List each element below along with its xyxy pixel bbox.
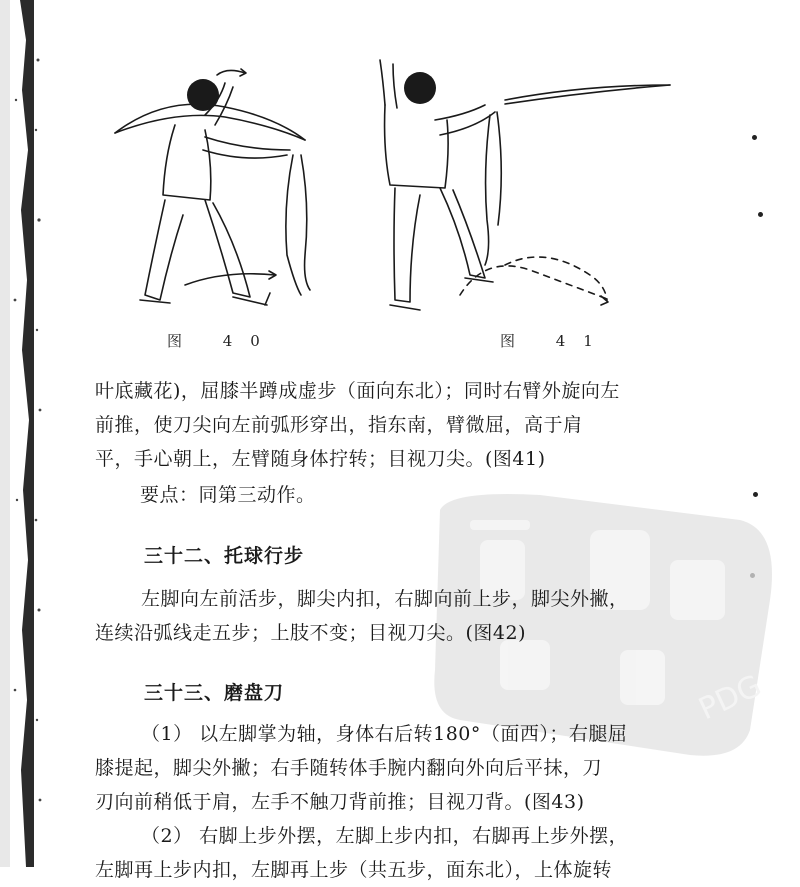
text-line: 连续沿弧线走五步；上肢不变；目视刀尖。(图42): [95, 622, 527, 644]
text-line: 刃向前稍低于肩，左手不触刀背前推；目视刀背。(图43): [95, 791, 585, 813]
figure-41-caption: 图 41: [500, 332, 611, 350]
figure-40-illustration: [105, 55, 335, 320]
paragraph-33-step-1: [95, 717, 695, 819]
scan-speck: [758, 212, 763, 217]
text-line: 平，手心朝上，左臂随身体拧转；目视刀尖。(图41): [95, 448, 546, 470]
text-line: （2） 右脚上步外摆，左脚上步内扣，右脚再上步外摆，: [141, 825, 629, 847]
paragraph-32: [95, 582, 695, 650]
section-heading-32: 三十二、托球行步: [144, 545, 305, 567]
paragraph-33-step-2: [95, 819, 695, 887]
text-line: 叶底藏花)，屈膝半蹲成虚步（面向东北）；同时右臂外旋向左: [95, 380, 620, 402]
figure-41-illustration: [365, 50, 675, 320]
key-points-paragraph: [140, 478, 740, 512]
section-heading-33: 三十三、磨盘刀: [144, 682, 285, 704]
text-line: 要点：同第三动作。: [140, 484, 316, 506]
text-line: （1） 以左脚掌为轴，身体右后转180°（面西）；右腿屈: [141, 723, 628, 745]
figure-40-caption: 图 40: [167, 332, 278, 350]
text-line: 左脚向左前活步，脚尖内扣，右脚向前上步，脚尖外撇，: [141, 588, 629, 610]
scan-speck: [752, 135, 757, 140]
paragraph-continuation: [95, 374, 695, 476]
text-line: 膝提起，脚尖外撇；右手随转体手腕内翻向外向后平抹，刀: [95, 757, 603, 779]
watermark-text: PDG: [693, 668, 767, 728]
scan-edge-shadow: [0, 0, 44, 867]
text-line: 前推，使刀尖向左前弧形穿出，指东南，臂微屈，高于肩: [95, 414, 583, 436]
text-line: 左脚再上步内扣，左脚再上步（共五步，面东北），上体旋转: [95, 859, 613, 881]
